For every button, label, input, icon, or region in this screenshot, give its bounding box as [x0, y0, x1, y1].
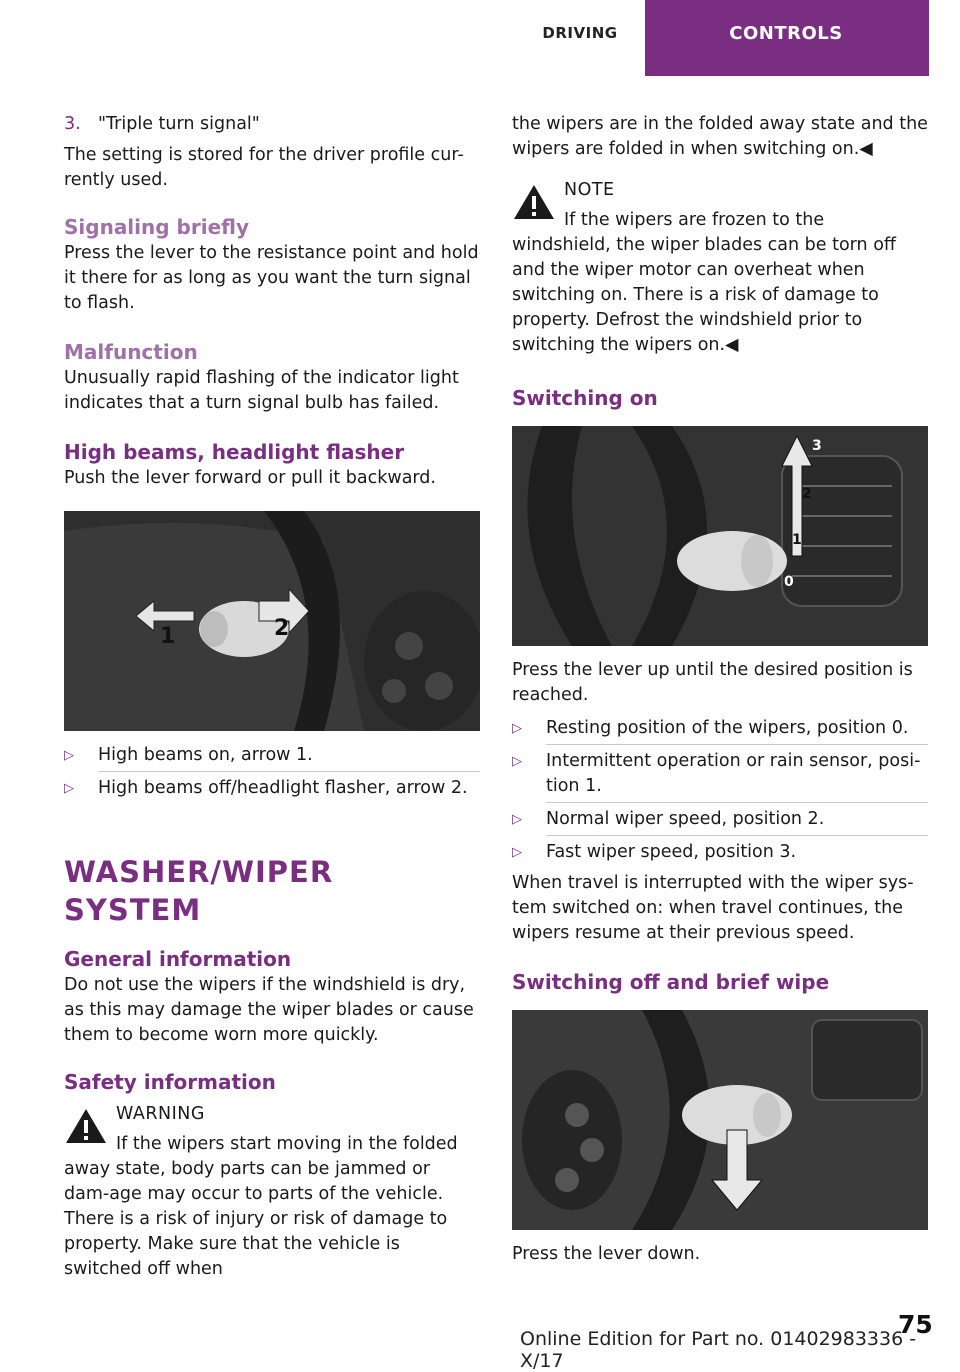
switching-on-heading: Switching on: [512, 386, 658, 410]
list-item: [512, 749, 928, 799]
list-item: [512, 716, 928, 741]
bullet-triangle-icon: ▷: [512, 721, 522, 736]
highbeam-text: Push the lever forward or pull it backward.: [64, 468, 436, 488]
malfunction-text: Unusually rapid flashing of the indicator light indicates that a turn signal bulb has failed.: [64, 368, 459, 413]
warning-triangle-icon: [64, 1106, 108, 1146]
header-section-driving: DRIVING: [542, 24, 618, 42]
washer-wiper-heading: WASHER/WIPER SYSTEM: [64, 855, 334, 927]
note-label: NOTE: [564, 180, 615, 200]
bullet-divider: [546, 802, 928, 803]
bullet-text: Normal wiper speed, position 2.: [546, 809, 825, 829]
note-text: If the wipers are frozen to the windshield, the wiper blades can be torn off and the wiper motor can overheat when switching on. There is a risk of damage to property. Defrost the windshield prior to switching the wipers on.◀: [512, 210, 896, 355]
general-heading: General information: [64, 947, 292, 971]
general-text: Do not use the wipers if the windshield is dry, as this may damage the wiper blades or cause them to become worn more quickly.: [64, 975, 474, 1045]
switching-on-figure: [512, 426, 928, 646]
bullet-triangle-icon: ▷: [512, 845, 522, 860]
switching-off-illustration: [512, 1010, 928, 1230]
switching-on-text: Press the lever up until the desired position is reached.: [512, 660, 913, 705]
bullet-divider: [546, 835, 928, 836]
stored-text: The setting is stored for the driver profile cur-rently used.: [64, 145, 464, 190]
note-triangle-icon: [512, 182, 556, 222]
signaling-text: Press the lever to the resistance point and hold it there for as long as you want the turn signal to flash.: [64, 243, 479, 313]
list-number: 3.: [64, 114, 81, 134]
bullet-text: Fast wiper speed, position 3.: [546, 842, 797, 862]
list-text: "Triple turn signal": [98, 114, 260, 134]
highbeam-illustration: [64, 511, 480, 731]
wiper-label-1: 1: [792, 532, 802, 548]
switching-off-text: Press the lever down.: [512, 1244, 701, 1264]
switching-off-figure: [512, 1010, 928, 1230]
bullet-triangle-icon: ▷: [512, 754, 522, 769]
continued-text: the wipers are in the folded away state and the wipers are folded in when switching on.◀: [512, 114, 928, 159]
wiper-label-2: 2: [802, 486, 812, 502]
wiper-label-3: 3: [812, 438, 822, 454]
safety-heading: Safety information: [64, 1070, 276, 1094]
bullet-text: Intermittent operation or rain sensor, posi-tion 1.: [546, 751, 921, 796]
warning-text: If the wipers start moving in the folded away state, body parts can be jammed or dam-age may occur to parts of the vehicle. There is a risk of injury or risk of damage to property. Make sure that the vehicle is switched off when: [64, 1134, 458, 1279]
page-number: 75: [898, 1310, 933, 1339]
signaling-heading: Signaling briefly: [64, 215, 249, 239]
switching-on-bullet-list: [512, 716, 928, 865]
list-item: [64, 776, 480, 801]
bullet-text: Resting position of the wipers, position 0.: [546, 718, 909, 738]
list-item: [64, 743, 480, 768]
switching-on-illustration: [512, 426, 928, 646]
bullet-triangle-icon: ▷: [64, 748, 74, 763]
highbeam-bullet-list: [64, 743, 480, 801]
switching-off-heading: Switching off and brief wipe: [512, 970, 830, 994]
bullet-text: High beams on, arrow 1.: [98, 745, 313, 765]
wiper-label-0: 0: [784, 574, 794, 590]
footer-edition: Online Edition for Part no. 01402983336 - X/17: [520, 1328, 917, 1372]
warning-label: WARNING: [116, 1104, 205, 1124]
bullet-divider: [98, 771, 480, 772]
travel-text: When travel is interrupted with the wiper sys-tem switched on: when travel continues, the wipers resume at their previous speed.: [512, 873, 914, 943]
bullet-text: High beams off/headlight flasher, arrow 2.: [98, 778, 468, 798]
bullet-triangle-icon: ▷: [64, 781, 74, 796]
list-item: [512, 807, 928, 832]
highbeam-figure: [64, 511, 480, 731]
list-item: [512, 840, 928, 865]
bullet-divider: [546, 744, 928, 745]
right-column: [512, 112, 928, 1267]
list-item-3: [64, 112, 480, 137]
bullet-triangle-icon: ▷: [512, 812, 522, 827]
header-tab-controls: CONTROLS: [667, 0, 905, 52]
left-column: [64, 112, 480, 1282]
highbeam-label-2: 2: [274, 616, 290, 641]
highbeam-label-1: 1: [160, 624, 176, 649]
highbeam-heading: High beams, headlight flasher: [64, 440, 405, 464]
malfunction-heading: Malfunction: [64, 340, 198, 364]
